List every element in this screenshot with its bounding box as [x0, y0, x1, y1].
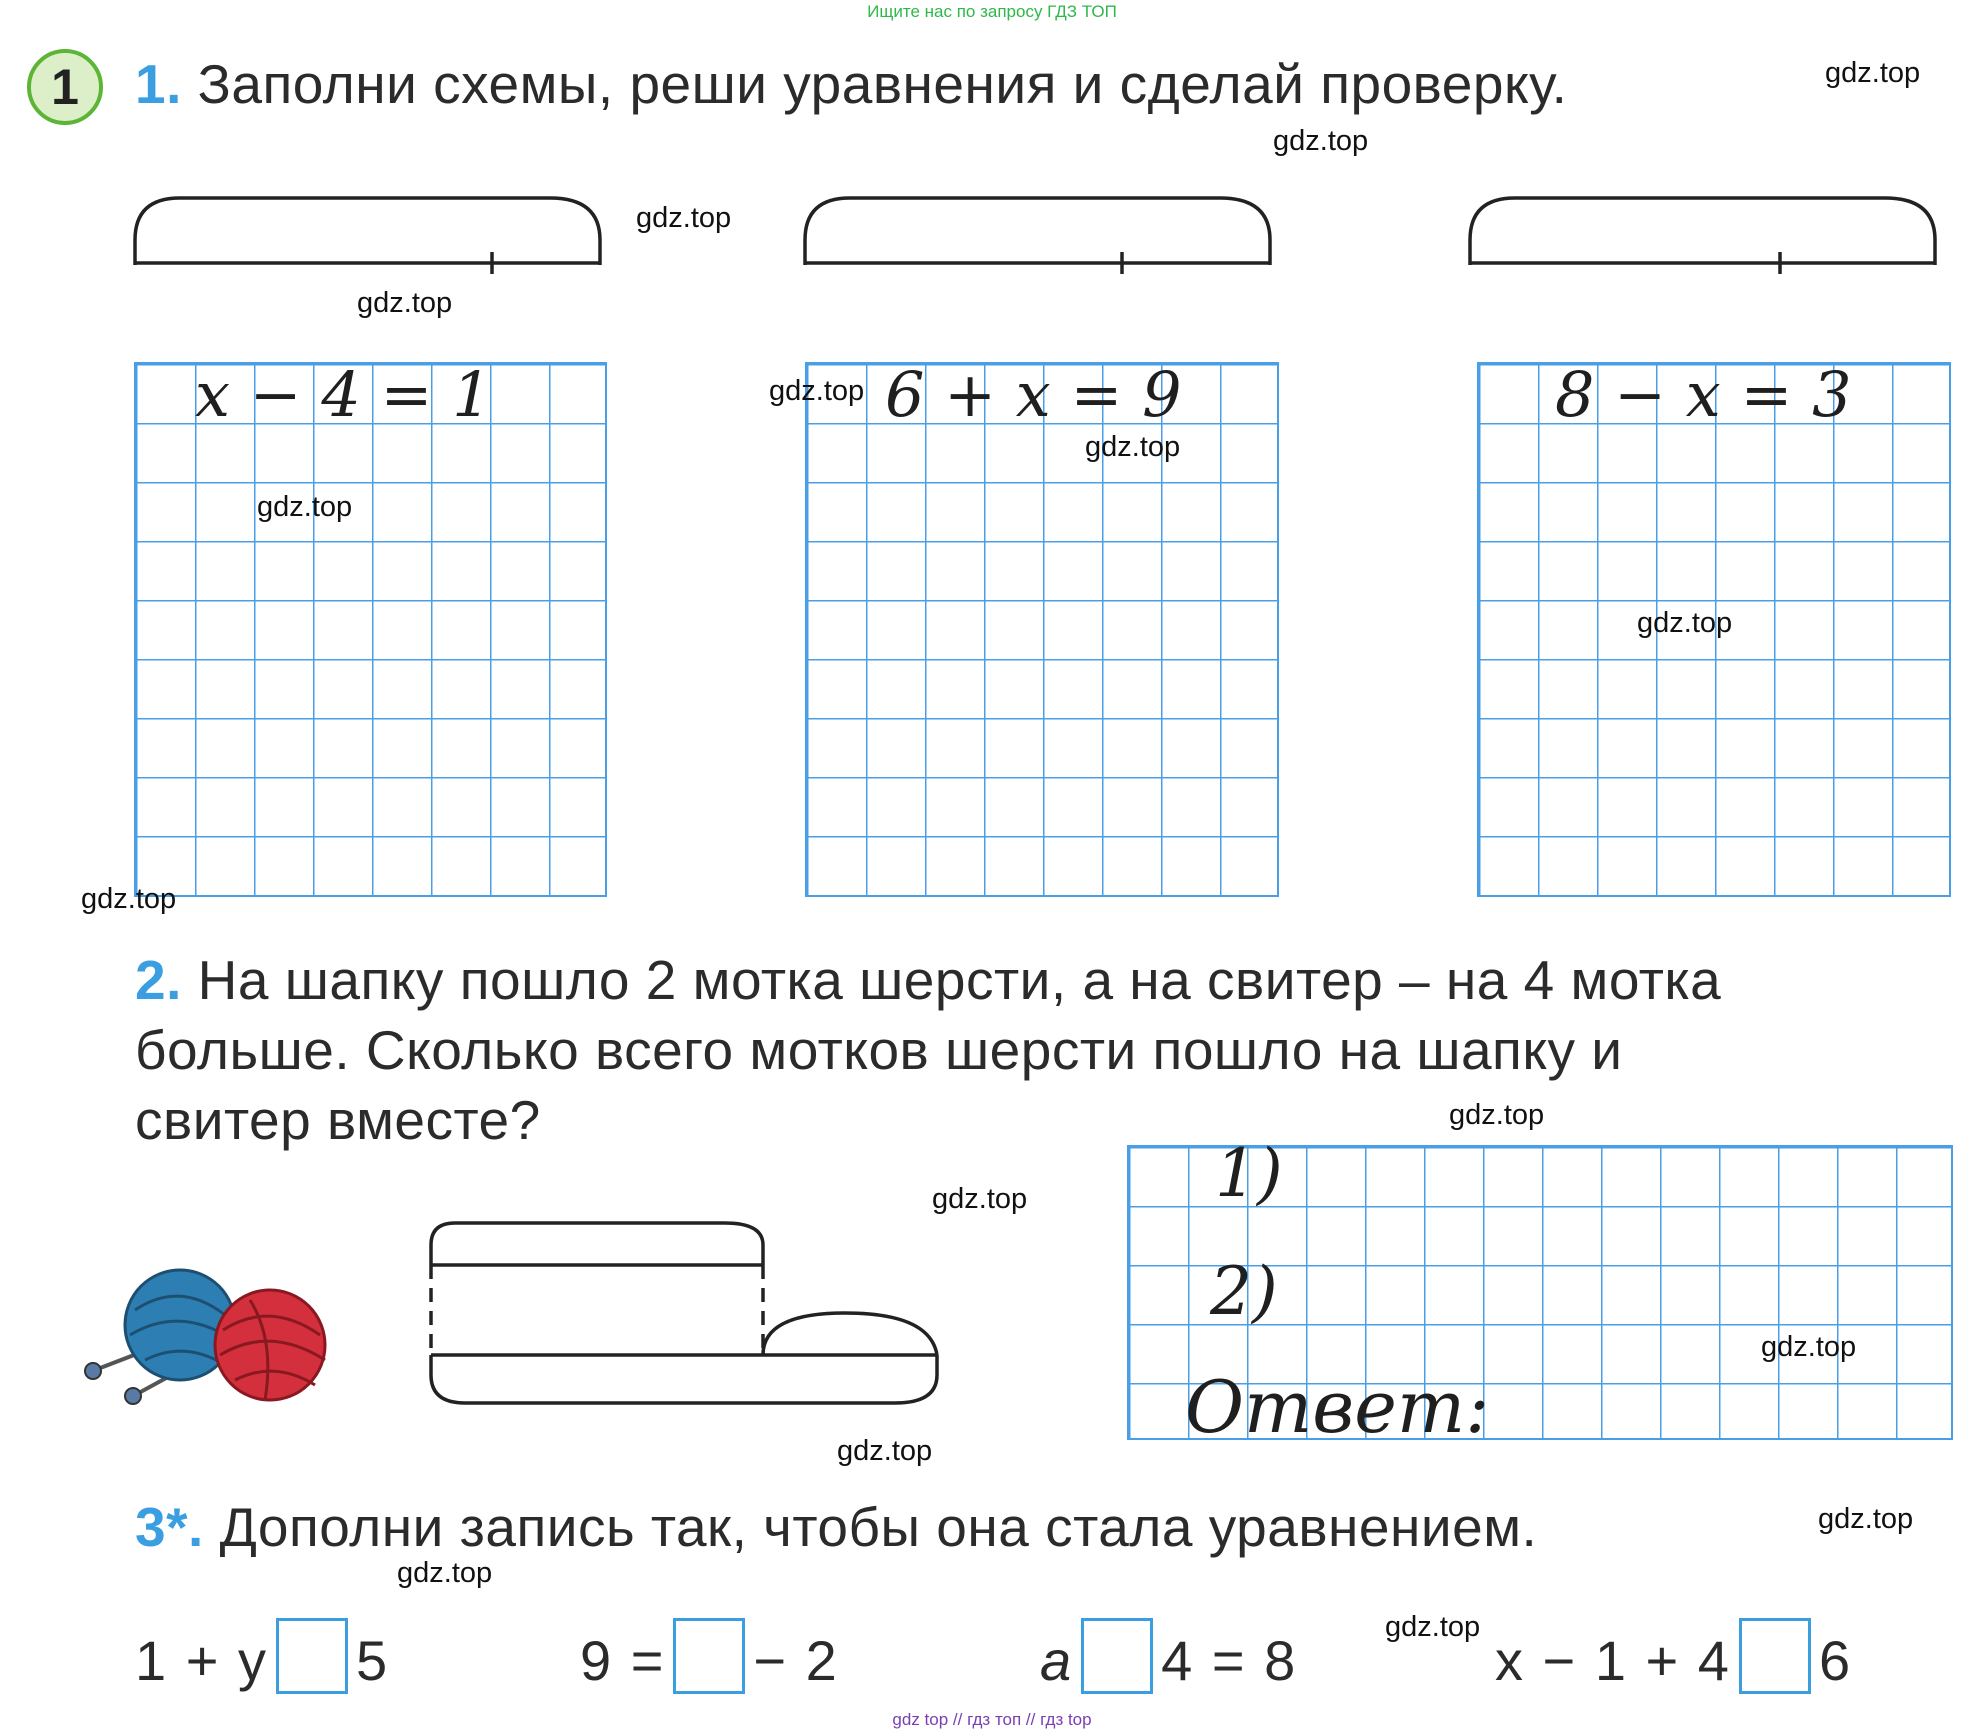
expr1-left: 1 + y	[135, 1629, 268, 1692]
watermark: gdz.top	[1273, 125, 1369, 157]
watermark: gdz.top	[81, 883, 177, 915]
task2-line-1	[135, 948, 1721, 1012]
task1-equation-3: 8 − x = 3	[1555, 358, 1852, 431]
task2-scheme	[425, 1215, 945, 1415]
task3-heading	[135, 1495, 1537, 1559]
task3-expression-2	[580, 1618, 839, 1694]
task3-text: Дополни запись так, чтобы она стала уравнением.	[219, 1496, 1538, 1558]
task1-scheme-3	[1465, 190, 1945, 280]
expr3-blank-box[interactable]	[1081, 1618, 1153, 1694]
task2-number: 2.	[135, 949, 182, 1011]
watermark: gdz.top	[1825, 57, 1921, 89]
expr4-right: 6	[1818, 1629, 1853, 1692]
task2-line-2: больше. Сколько всего мотков шерсти пошло на шапку и	[135, 1019, 1623, 1081]
watermark: gdz.top	[1085, 431, 1181, 463]
watermark: gdz.top	[1761, 1331, 1857, 1363]
task2-line-3: свитер вместе?	[135, 1089, 541, 1151]
watermark: gdz.top	[257, 491, 353, 523]
expr1-blank-box[interactable]	[276, 1618, 348, 1694]
expr3-right: 4 = 8	[1161, 1629, 1298, 1692]
yarn-balls-illustration	[75, 1260, 335, 1410]
expr3-left: a	[1040, 1629, 1074, 1692]
watermark: gdz.top	[837, 1435, 933, 1467]
task1-heading	[135, 52, 1567, 116]
watermark: gdz.top	[1818, 1503, 1914, 1535]
watermark: gdz.top	[932, 1183, 1028, 1215]
expr4-blank-box[interactable]	[1739, 1618, 1811, 1694]
task3-expression-4	[1495, 1618, 1852, 1694]
expr4-left: x − 1 + 4	[1495, 1629, 1731, 1692]
answer-label: Ответ:	[1185, 1365, 1490, 1449]
top-banner: Ищите нас по запросу ГДЗ ТОП	[867, 2, 1117, 21]
task1-grid-1[interactable]	[134, 362, 607, 897]
task1-text: Заполни схемы, реши уравнения и сделай проверку.	[197, 53, 1568, 115]
expr2-left: 9 =	[580, 1629, 666, 1692]
answer-line-2-label: 2)	[1210, 1253, 1278, 1330]
task3-expression-1	[135, 1618, 389, 1694]
task2-text-1: На шапку пошло 2 мотка шерсти, а на свитер – на 4 мотка	[197, 949, 1722, 1011]
watermark: gdz.top	[636, 202, 732, 234]
watermark: gdz.top	[1637, 607, 1733, 639]
watermark: gdz.top	[769, 375, 865, 407]
task1-scheme-2	[800, 190, 1280, 280]
page-badge: 1	[27, 49, 103, 125]
task3-expression-3	[1040, 1618, 1297, 1694]
task1-equation-1: x − 4 = 1	[195, 358, 492, 431]
expr2-blank-box[interactable]	[673, 1618, 745, 1694]
task1-scheme-1	[130, 190, 610, 280]
watermark: gdz.top	[397, 1557, 493, 1589]
bottom-banner: gdz top // гдз топ // гдз top	[892, 1710, 1092, 1729]
task1-grid-2[interactable]	[805, 362, 1279, 897]
task1-number: 1.	[135, 53, 182, 115]
watermark: gdz.top	[1385, 1611, 1481, 1643]
expr1-right: 5	[355, 1629, 390, 1692]
expr2-right: − 2	[753, 1629, 839, 1692]
watermark: gdz.top	[357, 287, 453, 319]
watermark: gdz.top	[1449, 1099, 1545, 1131]
task1-equation-2: 6 + x = 9	[885, 358, 1182, 431]
answer-line-1-label: 1)	[1215, 1135, 1283, 1212]
task3-number: 3*.	[135, 1496, 204, 1558]
